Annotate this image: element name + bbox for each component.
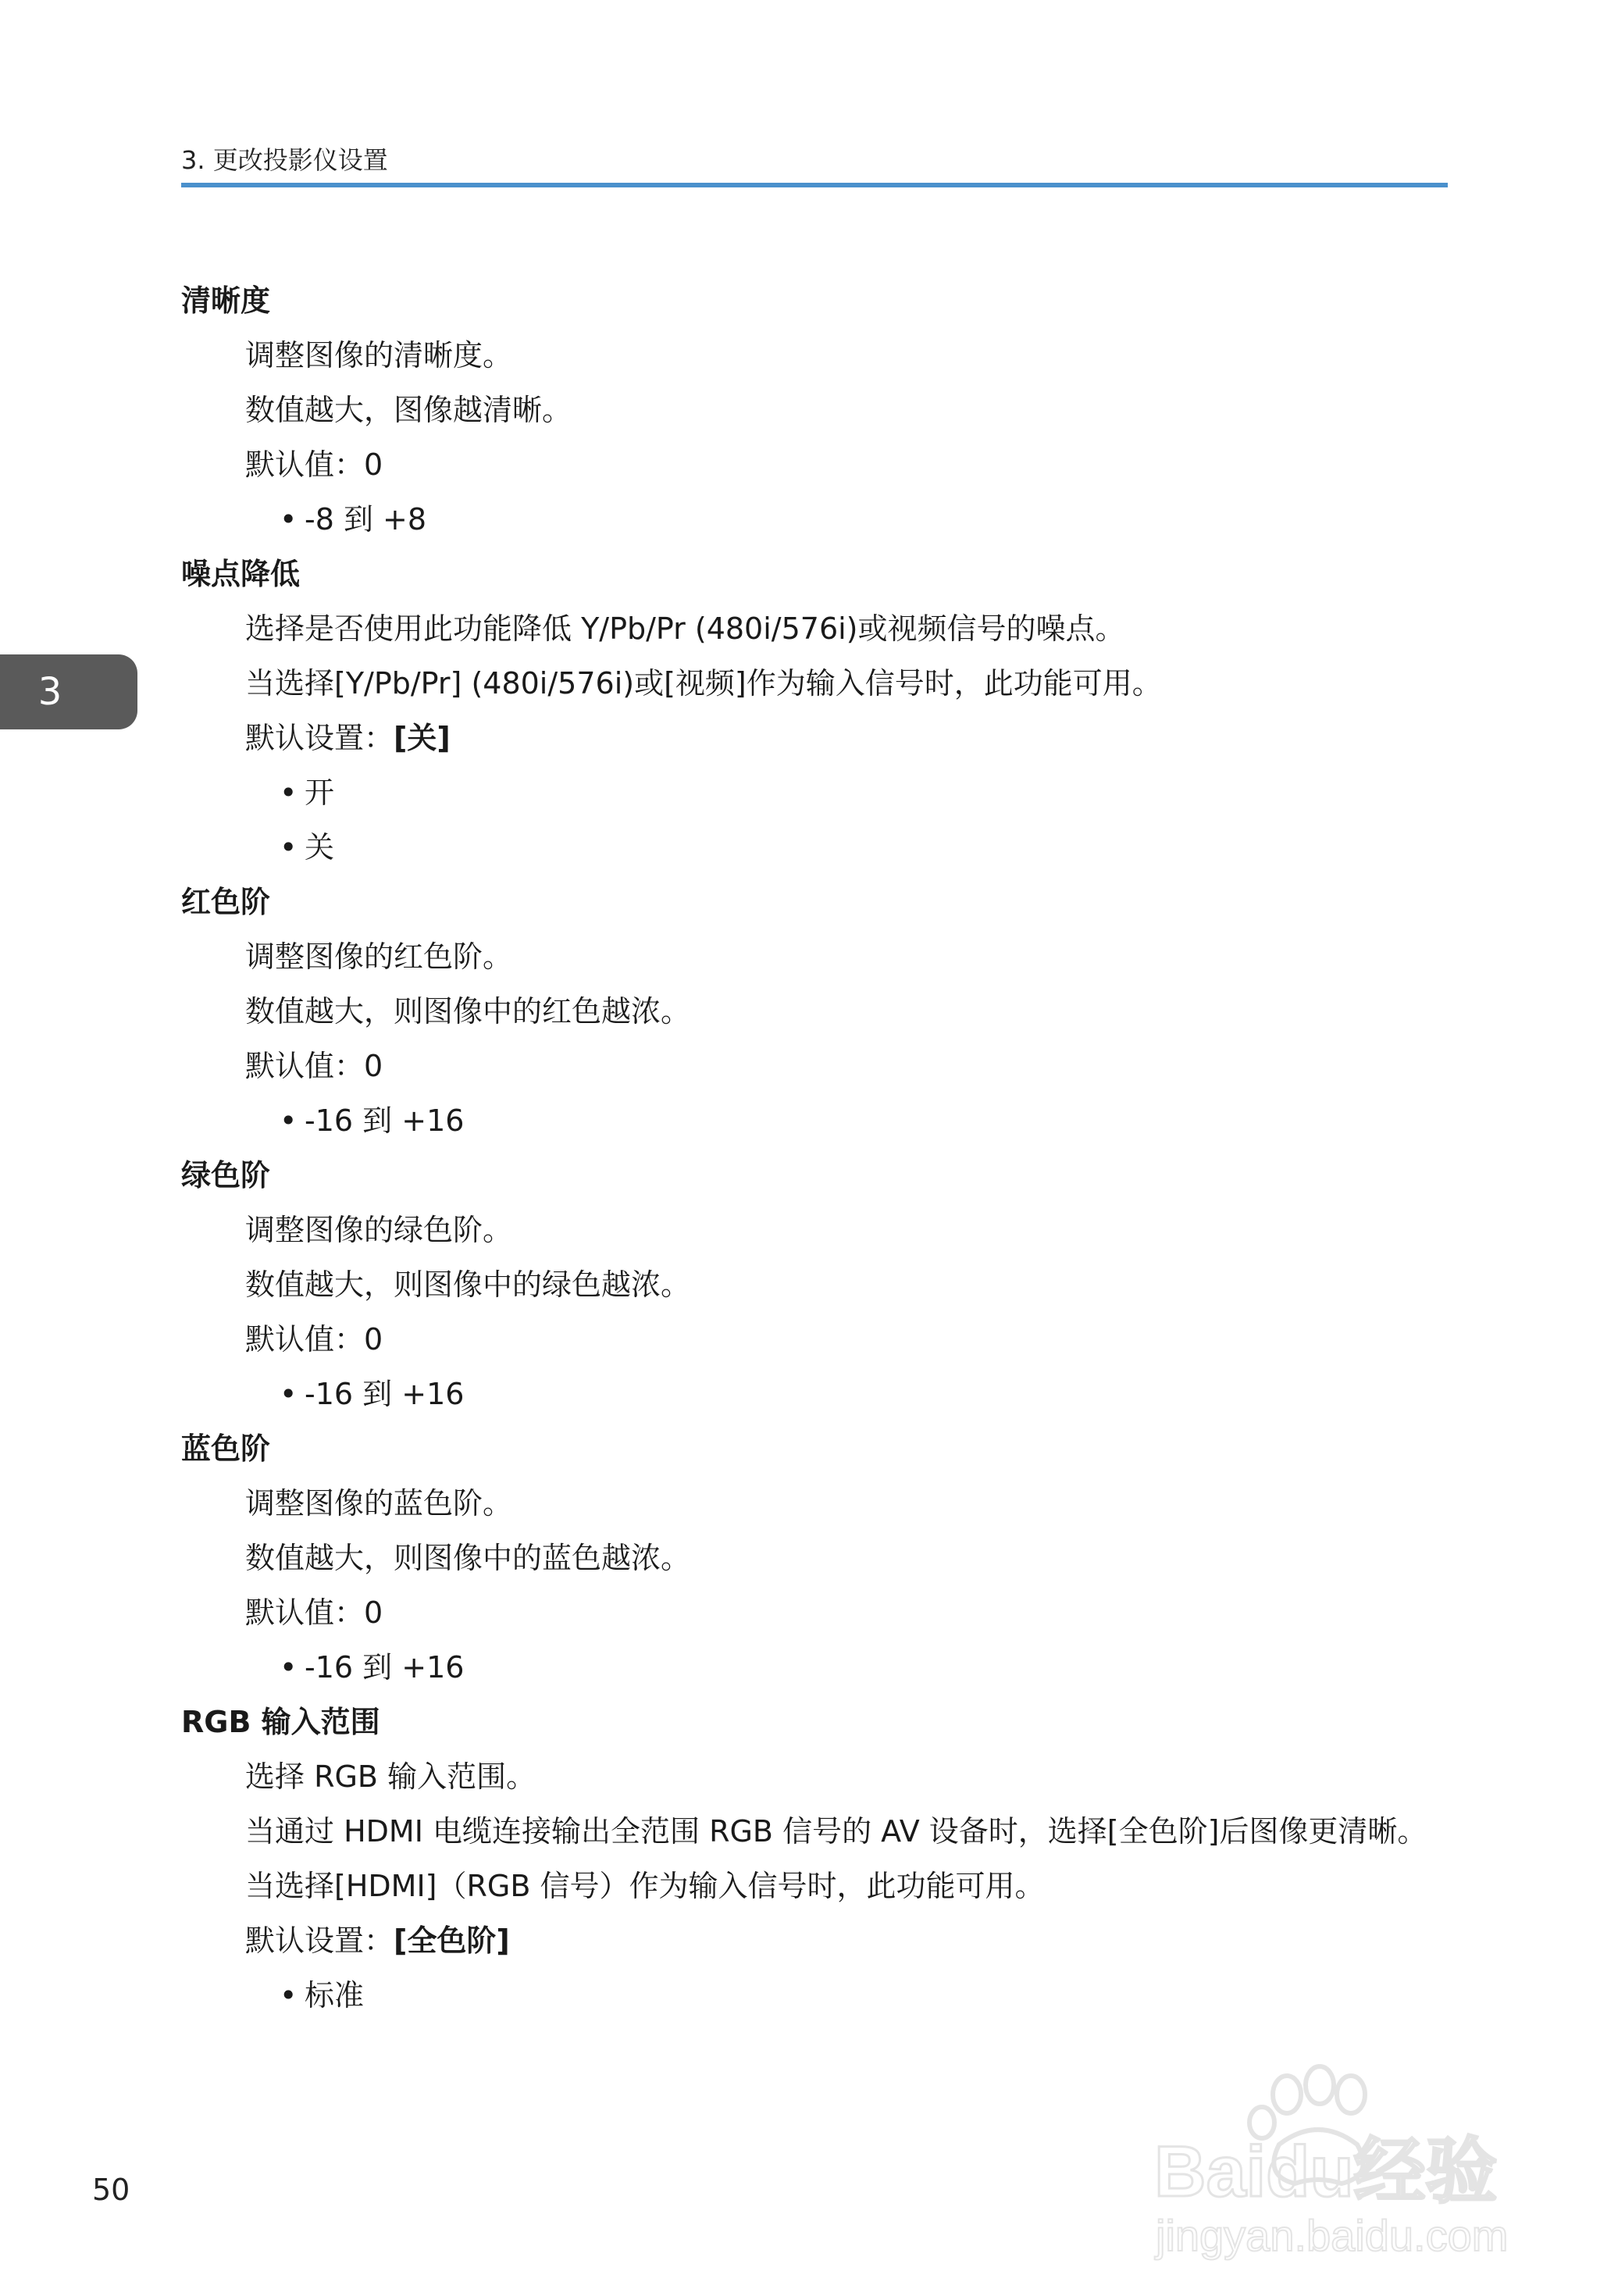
bullet-text: -16 到 +16 (305, 1377, 465, 1411)
section-red-level (181, 875, 1454, 1148)
default-label: 默认设置： (245, 1923, 394, 1958)
bullet-icon: • (280, 502, 298, 537)
section-title: 噪点降低 (181, 557, 301, 591)
bullet-item (181, 492, 1454, 547)
default-label: 默认设置： (245, 721, 394, 755)
description-paragraph: 当选择[HDMI]（RGB 信号）作为输入信号时，此功能可用。 (245, 1869, 1045, 1903)
default-value-line (181, 711, 1454, 765)
description-paragraph: 选择 RGB 输入范围。 (245, 1759, 536, 1794)
description-paragraph: 数值越大，则图像中的红色越浓。 (245, 994, 691, 1029)
default-value-line (181, 1312, 1454, 1367)
default-value-line (181, 1039, 1454, 1093)
section-blue-level (181, 1421, 1454, 1695)
section-title: 蓝色阶 (181, 1431, 271, 1466)
section-sharpness (181, 273, 1454, 547)
default-value-line (181, 437, 1454, 492)
description-paragraph: 调整图像的蓝色阶。 (245, 1486, 513, 1521)
main-content (181, 273, 1454, 2023)
default-value: 0 (364, 447, 383, 482)
bullet-item (181, 820, 1454, 875)
bullet-text: -16 到 +16 (305, 1103, 465, 1138)
description-paragraph: 当通过 HDMI 电缆连接输出全范围 RGB 信号的 AV 设备时，选择[全色阶]后图像更清晰。 (245, 1814, 1427, 1849)
watermark-brand-text: Baidu经验 (1154, 2132, 1498, 2212)
bullet-text: -16 到 +16 (305, 1650, 465, 1685)
default-value: 0 (364, 1049, 383, 1083)
default-label: 默认值： (245, 1595, 365, 1630)
description-paragraph: 调整图像的绿色阶。 (245, 1213, 513, 1247)
default-label: 默认值： (245, 1049, 365, 1083)
default-value: [关] (394, 721, 451, 755)
page-header-title: 3. 更改投影仪设置 (181, 145, 388, 175)
section-title: 绿色阶 (181, 1158, 271, 1193)
default-label: 默认值： (245, 1322, 365, 1357)
watermark-url-text: jingyan.baidu.com (1156, 2211, 1509, 2260)
bullet-icon: • (280, 775, 298, 810)
section-rgb-input-range (181, 1695, 1454, 2023)
section-title: 清晰度 (181, 283, 271, 318)
bullet-text: 开 (305, 775, 335, 810)
bullet-icon: • (280, 1650, 298, 1685)
section-green-level (181, 1148, 1454, 1421)
description-paragraph: 数值越大，则图像中的蓝色越浓。 (245, 1541, 691, 1575)
section-title: RGB 输入范围 (181, 1705, 380, 1739)
default-label: 默认值： (245, 447, 365, 482)
default-value-line (181, 1913, 1454, 1968)
bullet-icon: • (280, 830, 298, 865)
default-value: [全色阶] (394, 1923, 510, 1958)
bullet-item (181, 1968, 1454, 2023)
paw-icon (1146, 2059, 1537, 2269)
bullet-icon: • (280, 1103, 298, 1138)
description-paragraph: 选择是否使用此功能降低 Y/Pb/Pr (480i/576i)或视频信号的噪点。 (245, 611, 1125, 646)
chapter-tab-number: 3 (37, 670, 62, 714)
description-paragraph: 数值越大，则图像中的绿色越浓。 (245, 1267, 691, 1302)
section-title: 红色阶 (181, 885, 271, 919)
default-value: 0 (364, 1595, 383, 1630)
description-paragraph: 数值越大，图像越清晰。 (245, 393, 572, 427)
bullet-item (181, 1640, 1454, 1695)
default-value-line (181, 1585, 1454, 1640)
baidu-watermark (1146, 2059, 1537, 2269)
description-paragraph: 调整图像的清晰度。 (245, 338, 513, 373)
bullet-item (181, 1093, 1454, 1148)
description-paragraph: 当选择[Y/Pb/Pr] (480i/576i)或[视频]作为输入信号时，此功能可用。 (245, 666, 1162, 701)
bullet-text: 标准 (305, 1978, 365, 2013)
bullet-icon: • (280, 1377, 298, 1411)
bullet-text: -8 到 +8 (305, 502, 427, 537)
bullet-icon: • (280, 1978, 298, 2013)
chapter-tab (0, 654, 137, 729)
description-paragraph: 调整图像的红色阶。 (245, 939, 513, 974)
bullet-item (181, 1367, 1454, 1421)
bullet-item (181, 765, 1454, 820)
page-number: 50 (92, 2173, 130, 2207)
section-noise-reduction (181, 547, 1454, 875)
default-value: 0 (364, 1322, 383, 1357)
header-rule (181, 183, 1448, 187)
bullet-text: 关 (305, 830, 335, 865)
